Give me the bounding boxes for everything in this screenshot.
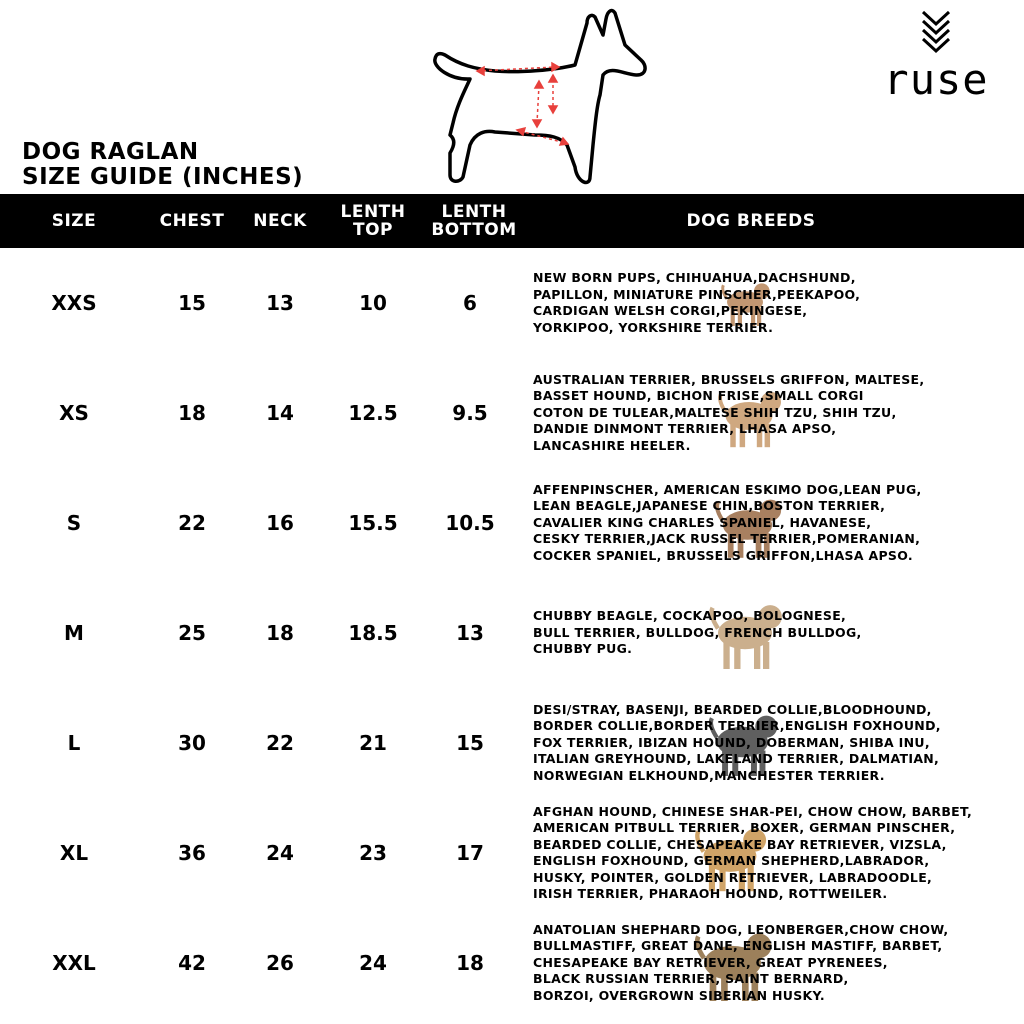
breed-line: COTON DE TULEAR,MALTESE SHIH TZU, SHIH TZU, bbox=[533, 404, 897, 420]
breeds-list bbox=[533, 922, 948, 1005]
breed-line: CESKY TERRIER,JACK RUSSEL TERRIER,POMERANIAN, bbox=[533, 531, 921, 547]
table-header bbox=[0, 194, 1024, 248]
neck-cell: 16 bbox=[266, 511, 294, 535]
length-top-cell: 12.5 bbox=[348, 401, 398, 425]
size-cell: S bbox=[66, 511, 82, 535]
breed-line: CHESAPEAKE BAY RETRIEVER, GREAT PYRENEES, bbox=[533, 954, 888, 970]
length-bottom-cell: 10.5 bbox=[445, 511, 495, 535]
size-table-body bbox=[0, 248, 1024, 1018]
length-bottom-cell: 17 bbox=[456, 841, 484, 865]
header-chest: CHEST bbox=[159, 211, 225, 231]
breed-line: CHUBBY BEAGLE, COCKAPOO, BOLOGNESE, bbox=[533, 608, 847, 624]
breed-line: AFGHAN HOUND, CHINESE SHAR-PEI, CHOW CHOW, BARBET, bbox=[533, 803, 973, 819]
breed-line: ITALIAN GREYHOUND, LAKELAND TERRIER, DALMATIAN, bbox=[533, 751, 940, 767]
breed-line: CAVALIER KING CHARLES SPANIEL, HAVANESE, bbox=[533, 514, 872, 530]
breeds-list bbox=[533, 482, 922, 565]
table-row bbox=[0, 248, 1024, 358]
header-length-top-line2: TOP bbox=[352, 220, 393, 240]
length-top-cell: 21 bbox=[359, 731, 387, 755]
breeds-cell bbox=[533, 798, 1003, 908]
length-top-cell: 15.5 bbox=[348, 511, 398, 535]
chevron-logo-icon bbox=[919, 8, 953, 56]
breeds-cell bbox=[533, 468, 1003, 578]
chest-cell: 18 bbox=[178, 401, 206, 425]
chest-cell: 15 bbox=[178, 291, 206, 315]
chest-cell: 30 bbox=[178, 731, 206, 755]
breeds-list bbox=[533, 702, 941, 785]
size-cell: XXS bbox=[51, 291, 97, 315]
breed-line: IRISH TERRIER, PHARAOH HOUND, ROTTWEILER. bbox=[533, 886, 888, 901]
breed-line: BULL TERRIER, BULLDOG, FRENCH BULLDOG, bbox=[533, 624, 862, 640]
length-bottom-cell: 9.5 bbox=[452, 401, 488, 425]
length-top-cell: 18.5 bbox=[348, 621, 398, 645]
neck-cell: 18 bbox=[266, 621, 294, 645]
breed-line: DANDIE DINMONT TERRIER, LHASA APSO, bbox=[533, 421, 837, 437]
breeds-list bbox=[533, 372, 924, 455]
length-bottom-cell: 15 bbox=[456, 731, 484, 755]
breed-line: CARDIGAN WELSH CORGI,PEKINGESE, bbox=[533, 303, 808, 318]
header-length-top bbox=[341, 194, 406, 248]
breed-line: AUSTRALIAN TERRIER, BRUSSELS GRIFFON, MALTESE, bbox=[533, 371, 925, 387]
brand-name: ruse bbox=[883, 55, 989, 104]
length-top-cell: 10 bbox=[359, 291, 387, 315]
length-top-cell: 23 bbox=[359, 841, 387, 865]
breed-line: BORDER COLLIE,BORDER TERRIER,ENGLISH FOXHOUND, bbox=[533, 718, 941, 734]
size-cell: XXL bbox=[52, 951, 96, 975]
header-dog-breeds: DOG BREEDS bbox=[686, 211, 816, 231]
chest-cell: 42 bbox=[178, 951, 206, 975]
breed-line: FOX TERRIER, IBIZAN HOUND, DOBERMAN, SHIBA INU, bbox=[533, 734, 930, 750]
breed-line: AMERICAN PITBULL TERRIER, BOXER, GERMAN PINSCHER, bbox=[533, 820, 956, 835]
guide-title bbox=[22, 140, 303, 190]
breed-line: BASSET HOUND, BICHON FRISE,SMALL CORGI bbox=[533, 388, 864, 404]
size-cell: M bbox=[64, 621, 84, 645]
breeds-list bbox=[533, 804, 972, 903]
breed-line: HUSKY, POINTER, GOLDEN RETRIEVER, LABRADOODLE, bbox=[533, 869, 933, 885]
breeds-list bbox=[533, 608, 862, 658]
length-top-cell: 24 bbox=[359, 951, 387, 975]
breed-line: BORZOI, OVERGROWN SIBERIAN HUSKY. bbox=[533, 987, 825, 1003]
breed-line: LEAN BEAGLE,JAPANESE CHIN,BOSTON TERRIER, bbox=[533, 498, 886, 514]
breed-line: ENGLISH FOXHOUND, GERMAN SHEPHERD,LABRADOR, bbox=[533, 853, 930, 868]
table-row bbox=[0, 798, 1024, 908]
neck-cell: 24 bbox=[266, 841, 294, 865]
breeds-cell bbox=[533, 358, 1003, 468]
breed-line: CHUBBY PUG. bbox=[533, 641, 633, 657]
header-neck: NECK bbox=[253, 211, 307, 231]
breeds-cell bbox=[533, 688, 1003, 798]
chest-cell: 36 bbox=[178, 841, 206, 865]
neck-cell: 26 bbox=[266, 951, 294, 975]
breed-line: BULLMASTIFF, GREAT DANE, ENGLISH MASTIFF, BARBET, bbox=[533, 938, 943, 954]
breed-line: NEW BORN PUPS, CHIHUAHUA,DACHSHUND, bbox=[533, 270, 856, 285]
table-row bbox=[0, 688, 1024, 798]
breeds-cell bbox=[533, 908, 1003, 1018]
ruse-logo bbox=[876, 8, 996, 102]
neck-cell: 13 bbox=[266, 291, 294, 315]
breed-line: COCKER SPANIEL, BRUSSELS GRIFFON,LHASA APSO. bbox=[533, 547, 913, 563]
size-cell: XL bbox=[59, 841, 89, 865]
neck-cell: 14 bbox=[266, 401, 294, 425]
chest-cell: 22 bbox=[178, 511, 206, 535]
breed-line: LANCASHIRE HEELER. bbox=[533, 437, 691, 453]
breed-line: BLACK RUSSIAN TERRIER, SAINT BERNARD, bbox=[533, 971, 849, 987]
neck-cell: 22 bbox=[266, 731, 294, 755]
header-size: SIZE bbox=[51, 211, 97, 231]
breed-line: YORKIPOO, YORKSHIRE TERRIER. bbox=[533, 319, 774, 335]
header-length-bottom-line1: LENTH bbox=[441, 202, 507, 222]
breed-line: ANATOLIAN SHEPHARD DOG, LEONBERGER,CHOW CHOW, bbox=[533, 921, 949, 937]
breed-line: NORWEGIAN ELKHOUND,MANCHESTER TERRIER. bbox=[533, 767, 885, 783]
breed-line: AFFENPINSCHER, AMERICAN ESKIMO DOG,LEAN PUG, bbox=[533, 481, 922, 497]
title-line-1: DOG RAGLAN bbox=[22, 139, 199, 165]
length-bottom-cell: 18 bbox=[456, 951, 484, 975]
size-cell: XS bbox=[59, 401, 89, 425]
table-row bbox=[0, 358, 1024, 468]
table-row bbox=[0, 578, 1024, 688]
table-row bbox=[0, 908, 1024, 1018]
length-bottom-cell: 6 bbox=[463, 291, 477, 315]
header-length-bottom-line2: BOTTOM bbox=[431, 220, 517, 240]
header-length-bottom bbox=[431, 194, 516, 248]
dog-measurement-diagram bbox=[425, 5, 655, 194]
table-row bbox=[0, 468, 1024, 578]
length-bottom-cell: 13 bbox=[456, 621, 484, 645]
chest-cell: 25 bbox=[178, 621, 206, 645]
breed-line: BEARDED COLLIE, CHESAPEAKE BAY RETRIEVER, VIZSLA, bbox=[533, 836, 947, 852]
breed-line: PAPILLON, MINIATURE PINSCHER,PEEKAPOO, bbox=[533, 286, 861, 302]
breed-line: DESI/STRAY, BASENJI, BEARDED COLLIE,BLOODHOUND, bbox=[533, 701, 932, 717]
breeds-list bbox=[533, 270, 860, 336]
size-cell: L bbox=[67, 731, 81, 755]
title-line-2: SIZE GUIDE (INCHES) bbox=[22, 164, 304, 190]
header-length-top-line1: LENTH bbox=[340, 202, 406, 222]
